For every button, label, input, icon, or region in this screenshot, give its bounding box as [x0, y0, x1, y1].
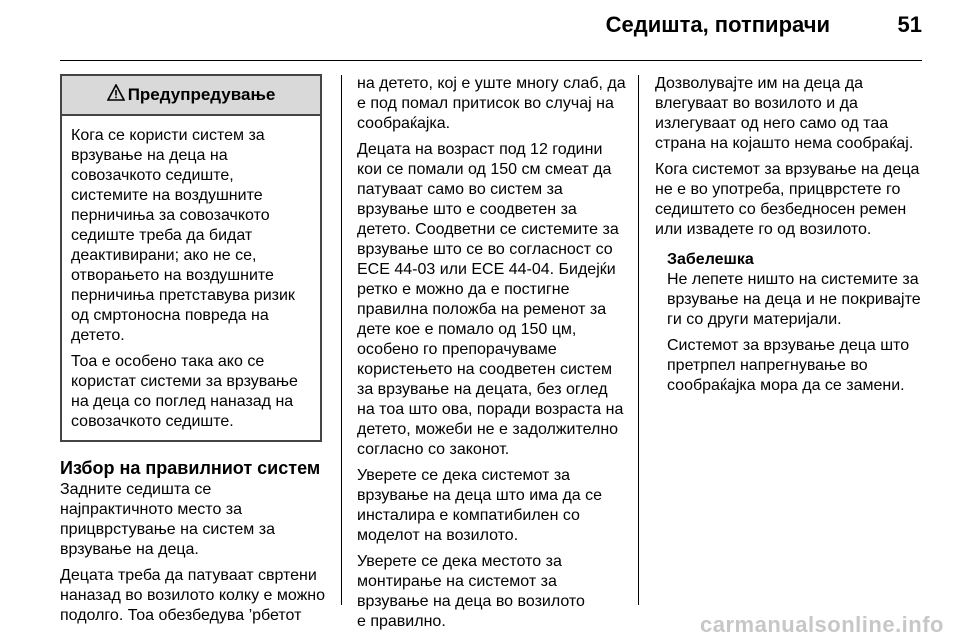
page-header-title: Седишта, потпирачи	[605, 12, 830, 37]
warning-triangle-icon	[107, 84, 125, 106]
warning-body	[62, 116, 320, 440]
header-rule	[60, 60, 922, 61]
warning-header	[62, 76, 320, 116]
body-paragraph: Дозволувајте им на деца да влегуваат во возилото и да излегуваат од него само од таа страна на којашто нема сообраќај.	[655, 75, 914, 152]
column-divider-1	[341, 75, 342, 605]
body-paragraph: Кога системот за врзување на деца не е во употреба, прицврстете го седиштето со безбедносен ремен или извадете го од возилото.	[655, 161, 920, 238]
note-paragraph: Не лепете ништо на системите за врзување на деца и не покривајте ги со други материјали.	[667, 271, 921, 328]
body-paragraph: на детето, кој е уште многу слаб, да е под помал притисок во случај на сообраќајка.	[357, 75, 626, 132]
note-paragraph: Системот за врзување деца што претрпел напрегнување во сообраќајка мора да се замени.	[667, 337, 910, 394]
body-paragraph: Децата на возраст под 12 години кои се помали од 150 см смеат да патуваат само во систем за врзување што е соодветен за детето. Соодветни се системите за врзување што се во согласност со ECE 44-03 или ECE 44-04. Бидејќи ретко е можно да е постигне правилна положба на ременот за дете кое е помало од 150 цм, особено го препорачуваме користењето на соодветен систем за врзување на децата, без оглед на тоа што ова, поради возраста на детето, можеби не е задолжително согласно со законот.	[357, 141, 624, 458]
page-number: 51	[897, 12, 922, 37]
warning-box	[60, 74, 322, 442]
warning-title: Предупредување	[127, 85, 276, 104]
watermark: carmanualsonline.info	[700, 612, 944, 637]
body-paragraph: Уверете се дека местото за монтирање на системот за врзување на деца во возилото е правилно.	[357, 553, 585, 630]
column-1	[60, 74, 330, 632]
note-block	[655, 250, 930, 396]
column-3	[655, 74, 930, 402]
note-title: Забелешка	[667, 251, 754, 268]
body-paragraph: Уверете се дека системот за врзување на деца што има да се инсталира е компатибилен со моделот на возилото.	[357, 467, 603, 544]
column-2	[357, 74, 632, 638]
warning-paragraph: Кога се користи систем за врзување на деца на совозачкото седиште, системите на воздушните перничиња за совозачкото седиште треба да бидат деактивирани; ако не се, отворањето на воздушните перничиња претставува ризик од смртоносна повреда на детето.	[71, 127, 295, 344]
body-paragraph: Децата треба да патуваат свртени наназад во возилото колку е можно подолго. Тоа обезбедува ’рбетот	[60, 567, 326, 624]
warning-paragraph: Тоа е особено така ако се користат системи за врзување на деца со поглед наназад на совозачкото седиште.	[71, 353, 298, 430]
body-paragraph: Задните седишта се најпрактичното место за прицврстување на систем за врзување на деца.	[60, 481, 275, 558]
section-heading: Избор на правилниот систем	[60, 458, 321, 478]
column-divider-2	[638, 75, 639, 605]
